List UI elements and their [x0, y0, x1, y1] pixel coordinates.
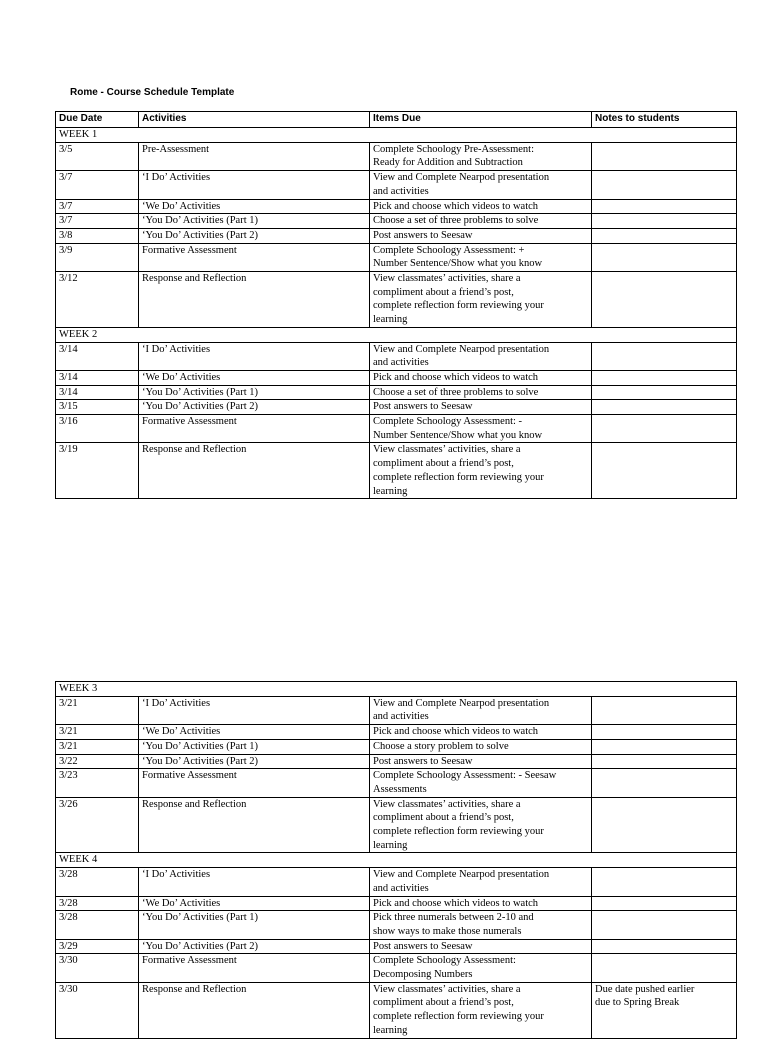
items-due-line: Post answers to Seesaw: [373, 755, 473, 767]
table-row: [56, 214, 737, 229]
items-due-line: View and Complete Nearpod presentation: [373, 172, 550, 184]
header-activities: Activities: [139, 112, 370, 128]
items-due-line: Complete Schoology Assessment:: [373, 955, 516, 967]
items-due-line: View and Complete Nearpod presentation: [373, 697, 550, 709]
items-due-cell: [370, 171, 592, 199]
notes-cell: [592, 443, 737, 499]
items-due-cell: [370, 769, 592, 797]
items-due-line: Pick and choose which videos to watch: [373, 371, 539, 383]
items-due-cell: [370, 739, 592, 754]
items-due-cell: [370, 696, 592, 724]
due-date-cell: 3/5: [56, 142, 139, 170]
items-due-cell: [370, 939, 592, 954]
items-due-line: compliment about a friend’s post,: [373, 812, 514, 824]
notes-cell: [592, 769, 737, 797]
notes-cell: [592, 142, 737, 170]
due-date-cell: 3/12: [56, 272, 139, 328]
activity-cell: ‘I Do’ Activities: [139, 868, 370, 896]
table-row: [56, 385, 737, 400]
table-row: [56, 769, 737, 797]
table-row: [56, 243, 737, 271]
table-row: [56, 725, 737, 740]
activity-cell: ‘I Do’ Activities: [139, 171, 370, 199]
activity-cell: ‘You Do’ Activities (Part 1): [139, 214, 370, 229]
due-date-cell: 3/16: [56, 415, 139, 443]
activity-cell: ‘You Do’ Activities (Part 1): [139, 739, 370, 754]
header-items-due: Items Due: [370, 112, 592, 128]
activity-cell: ‘We Do’ Activities: [139, 199, 370, 214]
week-row: [56, 327, 737, 342]
items-due-line: show ways to make those numerals: [373, 925, 522, 937]
items-due-cell: [370, 896, 592, 911]
table-row: [56, 272, 737, 328]
schedule-table-weeks-3-4: [55, 681, 737, 1039]
table-body: [56, 128, 737, 499]
activity-cell: Formative Assessment: [139, 243, 370, 271]
activity-cell: ‘You Do’ Activities (Part 2): [139, 228, 370, 243]
due-date-cell: 3/14: [56, 385, 139, 400]
items-due-line: Complete Schoology Assessment: - Seesaw: [373, 770, 557, 782]
items-due-line: Post answers to Seesaw: [373, 229, 473, 241]
activity-cell: Formative Assessment: [139, 769, 370, 797]
items-due-line: learning: [373, 1024, 408, 1036]
due-date-cell: 3/26: [56, 797, 139, 853]
items-due-line: Choose a set of three problems to solve: [373, 215, 539, 227]
items-due-cell: [370, 868, 592, 896]
items-due-cell: [370, 725, 592, 740]
items-due-line: Assessments: [373, 783, 427, 795]
items-due-cell: [370, 911, 592, 939]
due-date-cell: 3/30: [56, 982, 139, 1038]
items-due-line: Decomposing Numbers: [373, 969, 473, 981]
items-due-line: View classmates’ activities, share a: [373, 798, 521, 810]
items-due-line: View and Complete Nearpod presentation: [373, 343, 550, 355]
notes-cell: [592, 370, 737, 385]
due-date-cell: 3/7: [56, 214, 139, 229]
table-row: [56, 443, 737, 499]
items-due-cell: [370, 214, 592, 229]
items-due-line: Number Sentence/Show what you know: [373, 258, 543, 270]
table-row: [56, 739, 737, 754]
items-due-line: complete reflection form reviewing your: [373, 300, 544, 312]
notes-cell: [592, 739, 737, 754]
items-due-cell: [370, 797, 592, 853]
items-due-line: and activities: [373, 185, 429, 197]
items-due-line: learning: [373, 314, 408, 326]
notes-cell: [592, 939, 737, 954]
items-due-line: View classmates’ activities, share a: [373, 273, 521, 285]
notes-cell: [592, 415, 737, 443]
items-due-line: View and Complete Nearpod presentation: [373, 869, 550, 881]
notes-cell: [592, 896, 737, 911]
table-row: [56, 142, 737, 170]
items-due-line: complete reflection form reviewing your: [373, 471, 544, 483]
items-due-cell: [370, 342, 592, 370]
activity-cell: Formative Assessment: [139, 415, 370, 443]
due-date-cell: 3/21: [56, 725, 139, 740]
notes-cell: [592, 754, 737, 769]
notes-cell: [592, 954, 737, 982]
items-due-line: Choose a story problem to solve: [373, 740, 509, 752]
activity-cell: ‘You Do’ Activities (Part 2): [139, 754, 370, 769]
items-due-cell: [370, 370, 592, 385]
table-row: [56, 896, 737, 911]
items-due-cell: [370, 982, 592, 1038]
table-row: [56, 370, 737, 385]
items-due-cell: [370, 385, 592, 400]
activity-cell: ‘We Do’ Activities: [139, 370, 370, 385]
notes-cell: [592, 243, 737, 271]
items-due-cell: [370, 199, 592, 214]
activity-cell: ‘You Do’ Activities (Part 2): [139, 400, 370, 415]
items-due-line: View classmates’ activities, share a: [373, 983, 521, 995]
items-due-cell: [370, 754, 592, 769]
notes-line: Due date pushed earlier: [595, 983, 695, 995]
table-header-row: [56, 112, 737, 128]
week-row: [56, 682, 737, 697]
items-due-line: Choose a set of three problems to solve: [373, 386, 539, 398]
activity-cell: Pre-Assessment: [139, 142, 370, 170]
due-date-cell: 3/30: [56, 954, 139, 982]
items-due-line: compliment about a friend’s post,: [373, 458, 514, 470]
notes-cell: [592, 982, 737, 1038]
items-due-line: Complete Schoology Assessment: -: [373, 416, 523, 428]
due-date-cell: 3/15: [56, 400, 139, 415]
items-due-line: compliment about a friend’s post,: [373, 286, 514, 298]
table-row: [56, 868, 737, 896]
week-label: WEEK 2: [56, 327, 737, 342]
items-due-cell: [370, 243, 592, 271]
items-due-line: complete reflection form reviewing your: [373, 826, 544, 838]
activity-cell: ‘You Do’ Activities (Part 1): [139, 385, 370, 400]
items-due-line: View classmates’ activities, share a: [373, 444, 521, 456]
items-due-line: Complete Schoology Assessment: +: [373, 244, 525, 256]
activity-cell: ‘You Do’ Activities (Part 1): [139, 911, 370, 939]
page-title: Rome - Course Schedule Template: [70, 87, 235, 98]
items-due-line: Number Sentence/Show what you know: [373, 429, 543, 441]
items-due-cell: [370, 954, 592, 982]
notes-cell: [592, 385, 737, 400]
header-due-date: Due Date: [56, 112, 139, 128]
table-row: [56, 415, 737, 443]
items-due-line: Pick three numerals between 2-10 and: [373, 912, 534, 924]
notes-cell: [592, 400, 737, 415]
items-due-cell: [370, 415, 592, 443]
due-date-cell: 3/28: [56, 868, 139, 896]
table-row: [56, 400, 737, 415]
notes-cell: [592, 199, 737, 214]
items-due-line: Post answers to Seesaw: [373, 401, 473, 413]
items-due-cell: [370, 400, 592, 415]
items-due-line: Pick and choose which videos to watch: [373, 200, 539, 212]
notes-cell: [592, 272, 737, 328]
week-label: WEEK 1: [56, 128, 737, 143]
table-row: [56, 939, 737, 954]
activity-cell: ‘We Do’ Activities: [139, 896, 370, 911]
activity-cell: ‘We Do’ Activities: [139, 725, 370, 740]
due-date-cell: 3/19: [56, 443, 139, 499]
activity-cell: Response and Reflection: [139, 272, 370, 328]
week-row: [56, 128, 737, 143]
table-row: [56, 696, 737, 724]
notes-cell: [592, 911, 737, 939]
notes-cell: [592, 214, 737, 229]
items-due-line: and activities: [373, 882, 429, 894]
due-date-cell: 3/21: [56, 739, 139, 754]
table-row: [56, 199, 737, 214]
due-date-cell: 3/9: [56, 243, 139, 271]
due-date-cell: 3/7: [56, 171, 139, 199]
items-due-line: Ready for Addition and Subtraction: [373, 157, 523, 169]
due-date-cell: 3/21: [56, 696, 139, 724]
due-date-cell: 3/29: [56, 939, 139, 954]
table-row: [56, 797, 737, 853]
week-row: [56, 853, 737, 868]
notes-cell: [592, 342, 737, 370]
items-due-line: and activities: [373, 357, 429, 369]
week-label: WEEK 3: [56, 682, 737, 697]
activity-cell: ‘I Do’ Activities: [139, 696, 370, 724]
table-row: [56, 982, 737, 1038]
table-row: [56, 342, 737, 370]
notes-cell: [592, 868, 737, 896]
items-due-cell: [370, 142, 592, 170]
notes-cell: [592, 797, 737, 853]
table-body: [56, 682, 737, 1039]
due-date-cell: 3/28: [56, 911, 139, 939]
notes-cell: [592, 725, 737, 740]
items-due-line: compliment about a friend’s post,: [373, 997, 514, 1009]
due-date-cell: 3/14: [56, 342, 139, 370]
activity-cell: Response and Reflection: [139, 982, 370, 1038]
activity-cell: ‘You Do’ Activities (Part 2): [139, 939, 370, 954]
due-date-cell: 3/23: [56, 769, 139, 797]
week-label: WEEK 4: [56, 853, 737, 868]
table-row: [56, 754, 737, 769]
items-due-line: learning: [373, 839, 408, 851]
items-due-line: Post answers to Seesaw: [373, 940, 473, 952]
schedule-table-weeks-1-2: [55, 111, 737, 499]
table-row: [56, 911, 737, 939]
table-row: [56, 171, 737, 199]
items-due-line: Complete Schoology Pre-Assessment:: [373, 143, 534, 155]
items-due-line: learning: [373, 485, 408, 497]
notes-cell: [592, 228, 737, 243]
items-due-line: Pick and choose which videos to watch: [373, 726, 539, 738]
items-due-cell: [370, 228, 592, 243]
due-date-cell: 3/8: [56, 228, 139, 243]
items-due-cell: [370, 272, 592, 328]
items-due-line: and activities: [373, 711, 429, 723]
items-due-cell: [370, 443, 592, 499]
notes-line: due to Spring Break: [595, 997, 680, 1009]
activity-cell: Response and Reflection: [139, 443, 370, 499]
due-date-cell: 3/28: [56, 896, 139, 911]
notes-cell: [592, 171, 737, 199]
table-row: [56, 954, 737, 982]
due-date-cell: 3/14: [56, 370, 139, 385]
header-notes: Notes to students: [592, 112, 737, 128]
notes-cell: [592, 696, 737, 724]
items-due-line: complete reflection form reviewing your: [373, 1011, 544, 1023]
due-date-cell: 3/7: [56, 199, 139, 214]
activity-cell: Response and Reflection: [139, 797, 370, 853]
items-due-line: Pick and choose which videos to watch: [373, 897, 539, 909]
activity-cell: ‘I Do’ Activities: [139, 342, 370, 370]
table-row: [56, 228, 737, 243]
activity-cell: Formative Assessment: [139, 954, 370, 982]
due-date-cell: 3/22: [56, 754, 139, 769]
